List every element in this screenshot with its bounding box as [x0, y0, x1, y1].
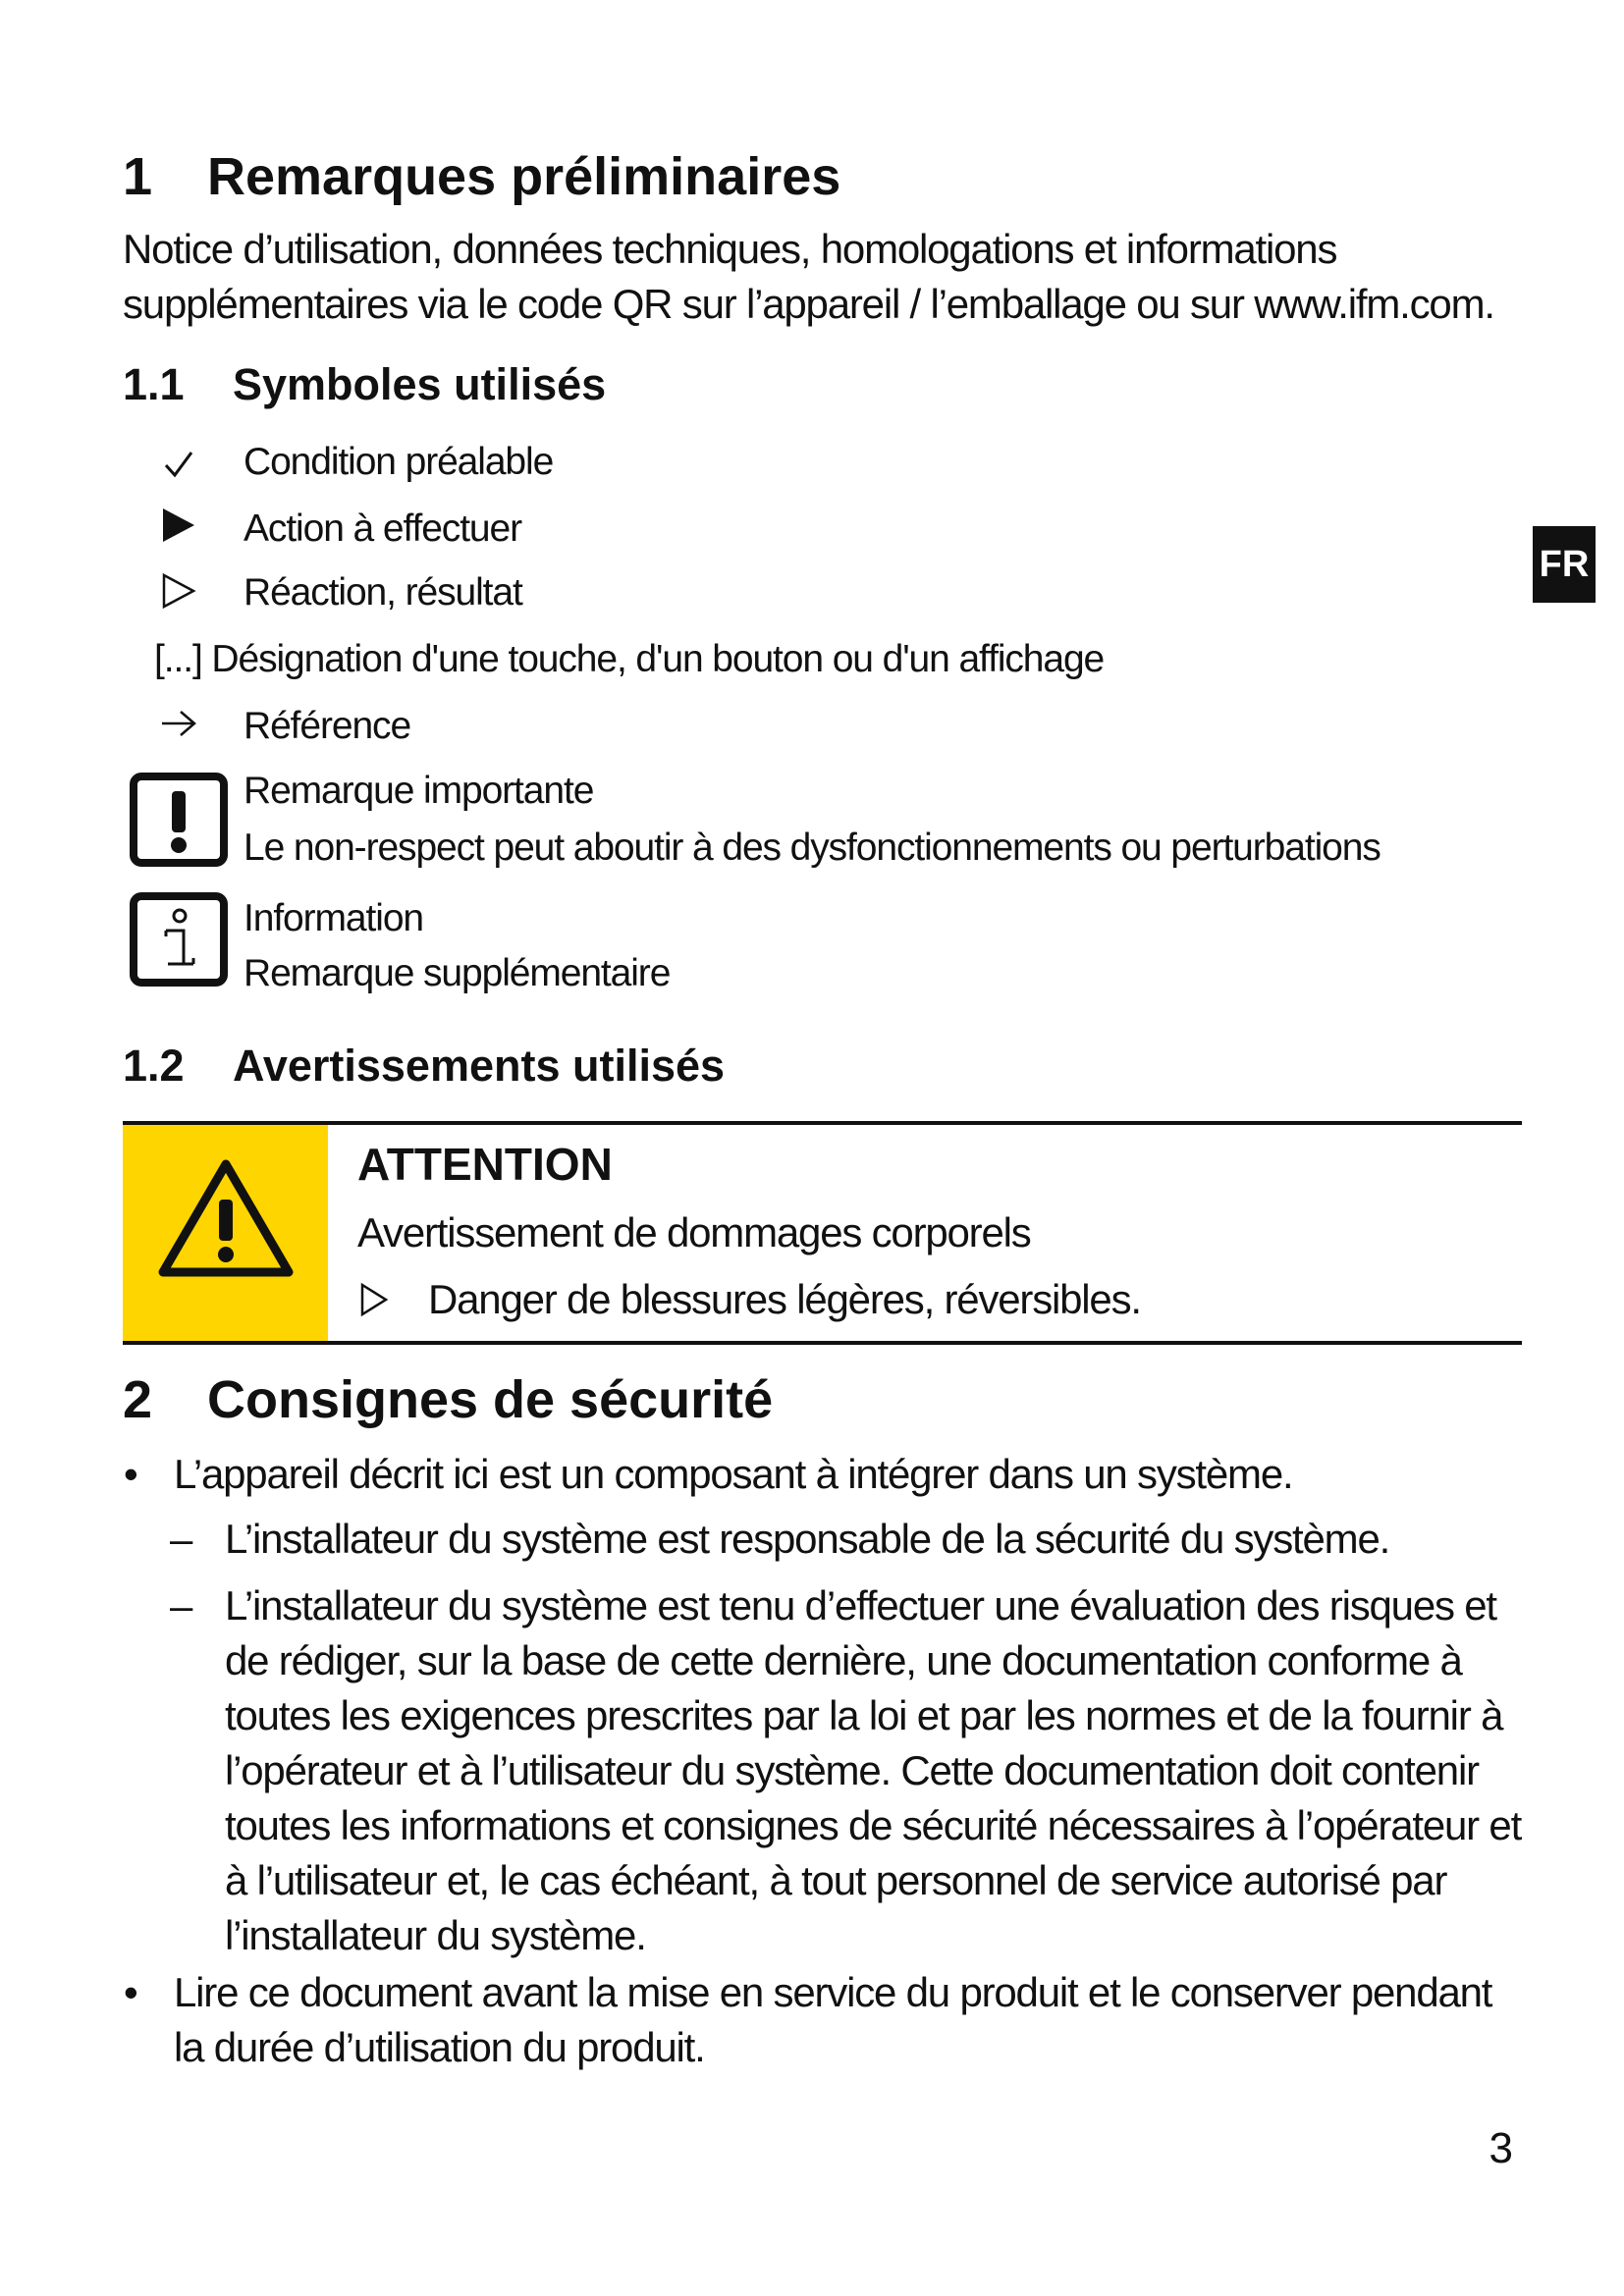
warning-bottom-rule [123, 1341, 1522, 1345]
symbol-label: Condition préalable [244, 441, 554, 483]
section-title: Consignes de sécurité [207, 1370, 774, 1429]
list-item: L’installateur du système est responsable de la sécurité du système. [225, 1516, 1390, 1562]
section-1-intro: Notice d’utilisation, données techniques, homologations et informations supplémentaires via le code QR sur l’appareil / l’emballage ou sur www.ifm.com. [123, 226, 1494, 327]
warning-triangle-icon [157, 1156, 295, 1278]
symbol-label: Réaction, résultat [244, 571, 522, 614]
list-item [225, 1578, 1521, 1963]
list-item-line: L’installateur du système est tenu d’effectuer une évaluation des risques et [225, 1582, 1496, 1629]
section-number: 1 [123, 147, 153, 206]
list-item-line: à l’utilisateur et, le cas échéant, à tout personnel de service autorisé par [225, 1857, 1447, 1903]
section-title: Remarques préliminaires [207, 147, 841, 206]
info-title: Information [244, 897, 423, 939]
exclamation-box-icon [129, 772, 229, 868]
filled-triangle-icon [161, 507, 196, 544]
section-1-1-heading [123, 357, 908, 412]
list-item-line: Lire ce document avant la mise en service du produit et le conserver pendant [174, 1969, 1492, 2015]
symbol-label: Référence [244, 705, 411, 747]
section-1-heading [123, 145, 1105, 208]
bullet-marker: • [124, 1451, 137, 1497]
warning-text: Avertissement de dommages corporels [357, 1209, 1031, 1255]
list-item-line: toutes les informations et consignes de sécurité nécessaires à l’opérateur et [225, 1802, 1522, 1848]
list-item-line: la durée d’utilisation du produit. [174, 2024, 705, 2070]
warning-top-rule [123, 1121, 1522, 1125]
dash-marker: – [170, 1582, 192, 1629]
section-number: 1.1 [123, 359, 185, 409]
section-1-2-heading [123, 1039, 1006, 1094]
info-box-icon [129, 891, 229, 988]
outline-triangle-icon [161, 572, 196, 610]
language-tab [1533, 526, 1596, 603]
language-tab-label: FR [1539, 543, 1590, 585]
section-number: 2 [123, 1370, 153, 1429]
symbol-label: [...] Désignation d'une touche, d'un bouton ou d'un affichage [154, 638, 1105, 680]
list-item-line: de rédiger, sur la base de cette dernière, une documentation conforme à [225, 1637, 1462, 1683]
list-item-line: toutes les exigences prescrites par la loi et par les normes et de la fournir à [225, 1692, 1503, 1738]
symbol-label: Action à effectuer [244, 507, 522, 550]
page-number: 3 [1489, 2124, 1512, 2172]
list-item-line: l’installateur du système. [225, 1912, 646, 1958]
list-item [174, 1965, 1491, 2075]
bullet-marker: • [124, 1969, 137, 2015]
list-item: L’appareil décrit ici est un composant à intégrer dans un système. [174, 1451, 1293, 1497]
arrow-right-icon [159, 709, 198, 738]
warning-heading: ATTENTION [357, 1139, 613, 1190]
section-title: Avertissements utilisés [233, 1041, 726, 1091]
important-title: Remarque importante [244, 770, 594, 812]
info-text: Remarque supplémentaire [244, 952, 671, 994]
warning-result: Danger de blessures légères, réversibles. [428, 1276, 1141, 1322]
important-text: Le non-respect peut aboutir à des dysfonctionnements ou perturbations [244, 827, 1380, 869]
outline-triangle-icon [359, 1282, 389, 1317]
dash-marker: – [170, 1516, 192, 1562]
section-2-heading [123, 1368, 1105, 1431]
checkmark-icon [162, 448, 195, 481]
section-number: 1.2 [123, 1041, 185, 1091]
list-item-line: l’opérateur et à l’utilisateur du système. Cette documentation doit contenir [225, 1747, 1479, 1793]
section-title: Symboles utilisés [233, 359, 607, 409]
